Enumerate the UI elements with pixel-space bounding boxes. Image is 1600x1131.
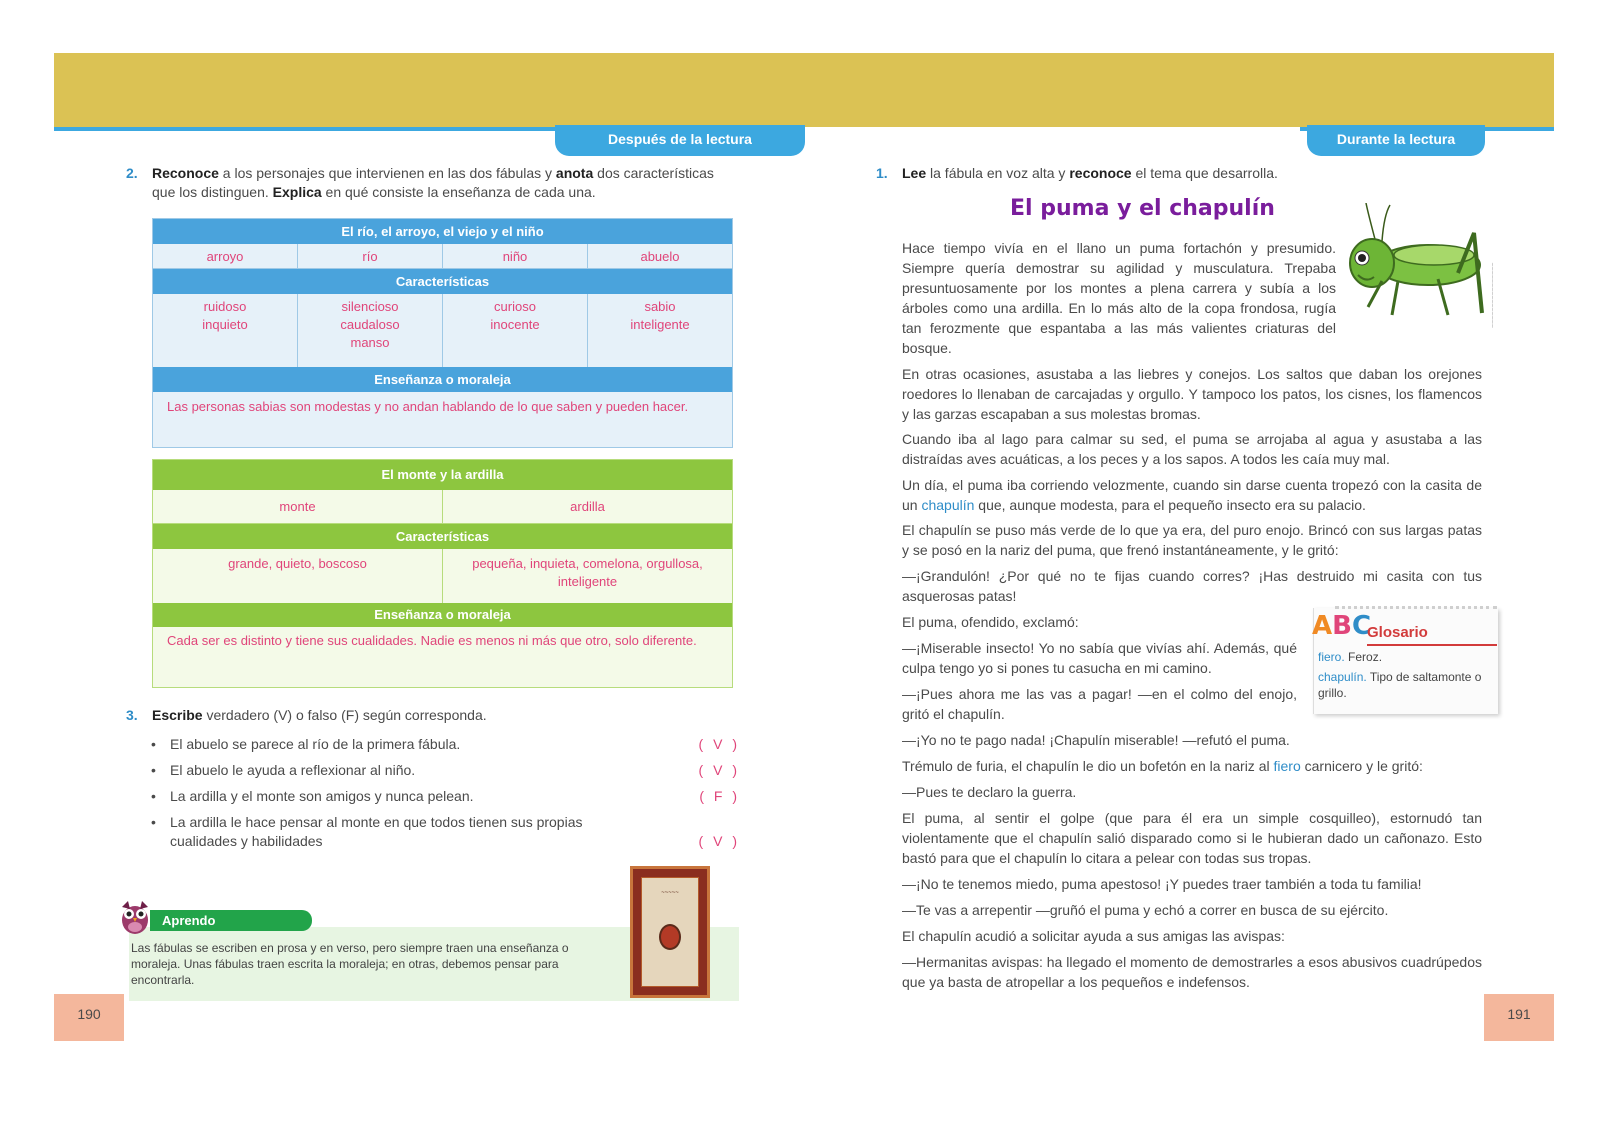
table-row-characteristics [153,549,732,603]
page-number-left: 190 [54,994,124,1041]
glossary-underline [1367,644,1497,646]
abc-glossary-icon: ABC [1312,611,1372,641]
question-number: 2. [126,165,138,181]
fable-paragraph: —Pues te declaro la guerra. [902,784,1077,800]
answer-mark: ( V ) [698,736,740,752]
table-cell: sabio inteligente [630,299,690,332]
answer-mark: ( V ) [698,762,740,778]
fable-paragraph: —¡Grandulón! ¿Por qué no te fijas cuando corres? ¡Has destruido mi casita con tus asquerosas patas! [902,568,1482,604]
photo-credit: ~~~~~~~~~~~~~~~~ [1490,262,1497,328]
fable-paragraph: El chapulín acudió a solicitar ayuda a sus amigas las avispas: [902,928,1285,944]
table-cell: grande, quieto, boscoso [153,549,443,603]
table-cell: monte [153,490,443,523]
table-moral: Las personas sabias son modestas y no andan hablando de lo que saben y pueden hacer. [167,399,689,414]
fable-title: El puma y el chapulín [1010,196,1275,221]
top-color-band [54,53,1554,127]
fable-paragraph: Hace tiempo vivía en el llano un puma fortachón y presumido. Siempre quería demostrar su agilidad y musculatura. Trepaba presuntuosamente por los montes a plena carrera y subía a los árboles como una ardilla. En lo más alto de la copa frondosa, rugía tan ferozmente que espantaba a las más valientes criaturas del bosque. [902,240,1336,356]
table-subheader: Características [153,269,732,294]
list-item: • La ardilla le hace pensar al monte en que todos tienen sus propias cualidades y habilidades ( V ) [151,814,740,849]
table-subheader: Características [153,524,732,549]
table-cell: niño [443,244,588,268]
question-number: 1. [876,165,888,181]
table-cell: silencioso caudaloso manso [298,294,443,367]
question-3: 3. Escribe verdadero (V) o falso (F) según corresponda. [126,707,487,723]
table-row-characters [153,244,732,269]
fable-paragraph: Un día, el puma iba corriendo velozmente, cuando sin darse cuenta tropezó con la casita de un chapulín que, aunque modesta, para el pequeño insecto era su palacio. [902,477,1482,513]
aprendo-text: Las fábulas se escriben en prosa y en verso, pero siempre traen una enseñanza o moraleja. Unas fábulas traen escrita la moraleja; en otras, debemos pensar para encontrarla. [131,941,569,987]
table-subheader: Enseñanza o moraleja [153,603,732,627]
table-cell: ardilla [570,499,605,514]
table-cell: río [298,244,443,268]
table-rio-arroyo [152,218,733,448]
table-cell: ruidoso inquieto [153,294,298,367]
tab-after-reading: Después de la lectura [555,125,805,156]
grasshopper-illustration [1338,203,1488,338]
list-item: • La ardilla y el monte son amigos y nunca pelean. ( F ) [151,788,740,804]
answer-mark: ( V ) [698,833,740,849]
table-row-characters [153,490,732,524]
question-1: 1. Lee la fábula en voz alta y reconoce el tema que desarrolla. [876,165,1278,181]
fable-paragraph: —¡Yo no te pago nada! ¡Chapulín miserable! —refutó el puma. [902,732,1290,748]
question-number: 3. [126,707,138,723]
table-cell: curioso inocente [443,294,588,367]
fable-paragraph: —Hermanitas avispas: ha llegado el momento de demostrarles a esos abusivos cuadrúpedos que ya basta de atropellar a los pequeños e indefensos. [902,954,1482,990]
table-title: El río, el arroyo, el viejo y el niño [153,219,732,244]
glossary-entry: chapulín. Tipo de saltamonte o grillo. [1318,670,1482,700]
fable-paragraph: En otras ocasiones, asustaba a las liebres y conejos. Los saltos que daban los orejones roedores lo llenaban de carcajadas y orgullo. Y tampoco los patos, los cisnes, los flamencos y las garzas escapaban a sus molestas bromas. [902,366,1482,422]
answer-mark: ( F ) [699,788,740,804]
owl-icon [118,897,152,940]
list-item: • El abuelo le ayuda a reflexionar al niño. ( V ) [151,762,740,778]
page-number-right: 191 [1484,994,1554,1041]
table-row-characteristics [153,294,732,367]
fable-paragraph: El puma, ofendido, exclamó: [902,614,1079,630]
book-cover-illustration: ~~~~~ [630,866,710,998]
fable-paragraph: Cuando iba al lago para calmar su sed, el puma se arrojaba al agua y asustaba a las distraídas aves acuáticas, a los peces y a los sapos. A todos les caía muy mal. [902,431,1482,467]
glossary-entry: fiero. Feroz. [1318,650,1383,664]
tab-during-reading: Durante la lectura [1307,125,1485,156]
fable-paragraph: —Te vas a arrepentir —gruñó el puma y echó a correr en busca de su ejército. [902,902,1389,918]
table-cell: abuelo [640,249,680,264]
glossary-term: fiero [1273,758,1301,774]
table-cell: pequeña, inquieta, comelona, orgullosa, inteligente [472,556,703,589]
table-moral: Cada ser es distinto y tiene sus cualidades. Nadie es menos ni más que otro, solo diferente. [167,633,697,648]
fable-paragraph: El chapulín se puso más verde de lo que ya era, del puro enojo. Brincó con sus largas patas y se posó en la nariz del puma, que frenó instantáneamente, y le gritó: [902,522,1482,558]
table-subheader: Enseñanza o moraleja [153,367,732,392]
question-2: 2. Reconoce a los personajes que intervienen en las dos fábulas y anota dos características que los distinguen. Explica en qué consiste la enseñanza de cada una. [126,165,714,200]
aprendo-label: Aprendo [150,910,312,931]
glossary-title: Glosario [1367,624,1428,641]
glossary-dots [1335,606,1497,610]
table-title: El monte y la ardilla [153,460,732,490]
fable-paragraph: —¡Miserable insecto! Yo no sabía que vivías ahí. Además, qué culpa tengo yo si pones tu casucha en mi camino. [902,640,1297,676]
list-item: • El abuelo se parece al río de la primera fábula. ( V ) [151,736,740,752]
fable-paragraph: —¡No te tenemos miedo, puma apestoso! ¡Y puedes traer también a toda tu familia! [902,876,1422,892]
table-monte-ardilla [152,459,733,688]
fable-paragraph: Trémulo de furia, el chapulín le dio un bofetón en la nariz al fiero carnicero y le gritó: [902,758,1423,774]
glossary-term: chapulín [921,497,975,513]
fable-paragraph: —¡Pues ahora me las vas a pagar! —en el colmo del enojo, gritó el chapulín. [902,686,1297,722]
table-cell: arroyo [153,244,298,268]
fable-paragraph: El puma, al sentir el golpe (que para él era un simple cosquilleo), estornudó tan violentamente que el chapulín salió disparado como si le hubieran dado un cañonazo. Esto bastó para que el chapulín lo citara a pelear con todas sus tropas. [902,810,1482,866]
